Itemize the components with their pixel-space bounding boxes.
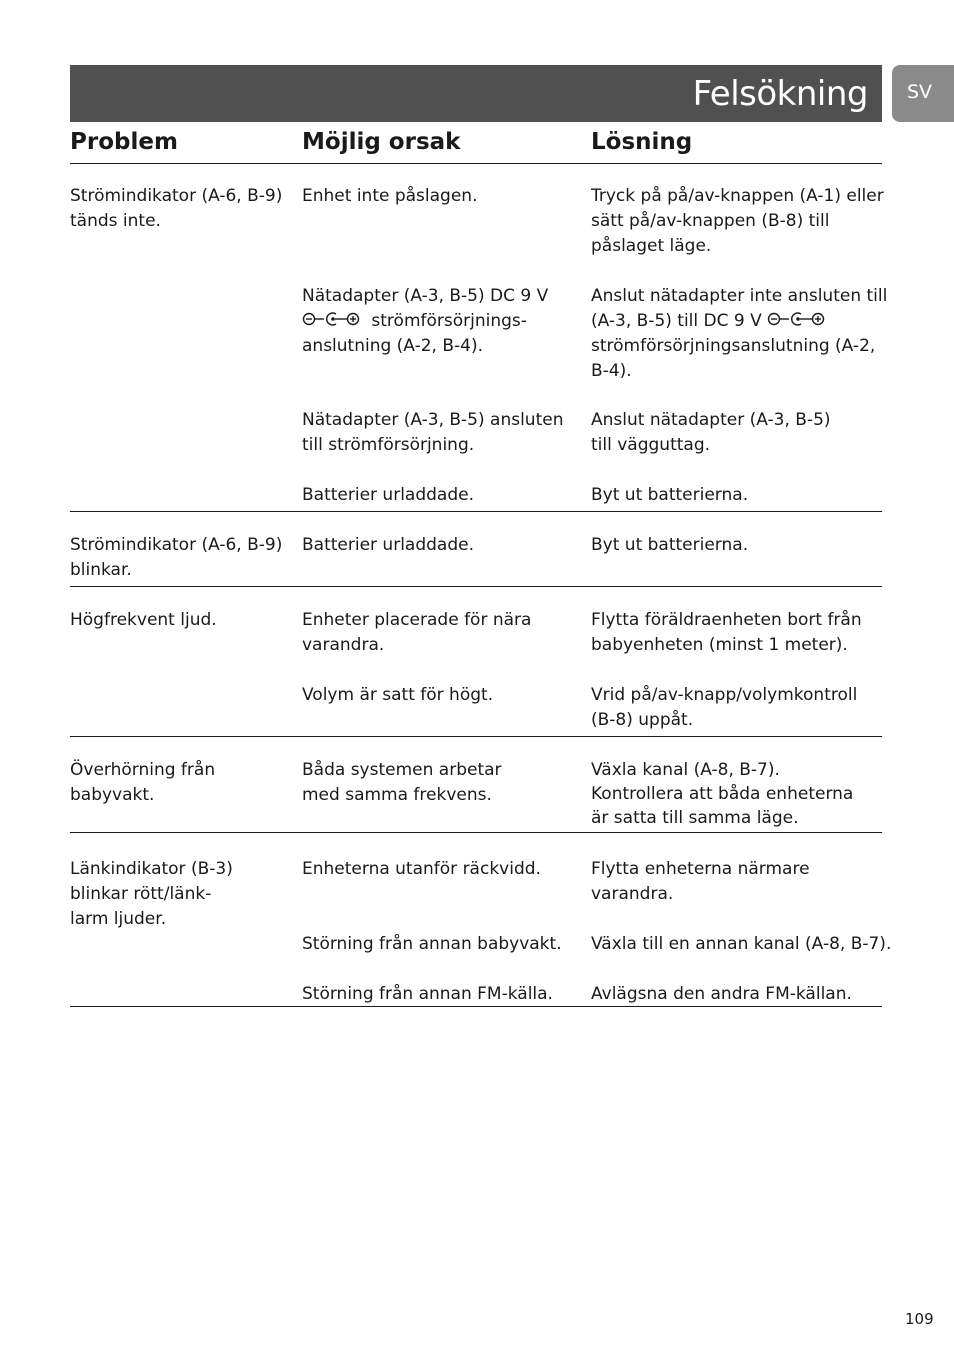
cause-cell [302, 184, 477, 209]
text-line: påslaget läge. [591, 236, 712, 256]
text-line: Batterier urladdade. [302, 485, 474, 505]
text-line: Flytta enheterna närmare [591, 859, 810, 879]
problem-cell [70, 758, 215, 808]
text-line: strömförsörjningsanslutning (A-2, [591, 336, 876, 356]
text-line: tänds inte. [70, 211, 161, 231]
problem-cell [70, 608, 217, 633]
cause-cell [302, 932, 562, 957]
row-divider [70, 1006, 882, 1007]
solution-cell [591, 533, 748, 558]
text-line: Länkindikator (B-3) [70, 859, 233, 879]
text-line: med samma frekvens. [302, 785, 492, 805]
column-header-problem: Problem [70, 129, 178, 155]
cause-cell [302, 533, 474, 558]
text-line: Volym är satt för högt. [302, 685, 494, 705]
table-header [70, 127, 882, 164]
text-line: varandra. [591, 884, 674, 904]
cause-cell [302, 483, 474, 508]
text-line: Störning från annan babyvakt. [302, 934, 562, 954]
text-line: Anslut nätadapter inte ansluten till [591, 286, 888, 306]
text-line: varandra. [302, 635, 385, 655]
text-line: larm ljuder. [70, 909, 167, 929]
solution-cell [591, 683, 857, 733]
text-line: babyenheten (minst 1 meter). [591, 635, 848, 655]
title-bar [70, 65, 882, 122]
cause-cell [302, 608, 531, 658]
text-line: Enheter placerade för nära [302, 610, 532, 630]
dc-polarity-symbol-icon [302, 311, 366, 327]
row-divider [70, 511, 882, 512]
text-line: Byt ut batterierna. [591, 535, 749, 555]
cause-cell [302, 982, 553, 1007]
text-line: Störning från annan FM-källa. [302, 984, 553, 1004]
row-divider [70, 586, 882, 587]
column-header-cause: Möjlig orsak [302, 129, 461, 155]
row-divider [70, 832, 882, 833]
cause-cell [302, 857, 541, 882]
text-line: Batterier urladdade. [302, 535, 474, 555]
solution-cell [591, 408, 831, 458]
page-number: 109 [905, 1310, 934, 1328]
page-title: Felsökning [692, 74, 868, 114]
text-line: sätt på/av-knappen (B-8) till [591, 211, 830, 231]
cause-cell [302, 758, 502, 808]
problem-cell [70, 533, 282, 583]
row-divider [70, 736, 882, 737]
text-line: Överhörning från [70, 760, 216, 780]
text-line: Tryck på på/av-knappen (A-1) eller [591, 186, 884, 206]
problem-cell [70, 857, 233, 932]
text-line: (B-8) uppåt. [591, 710, 694, 730]
text-line: till vägguttag. [591, 435, 711, 455]
text-line: Båda systemen arbetar [302, 760, 502, 780]
text-line: Enheterna utanför räckvidd. [302, 859, 541, 879]
text-line: Byt ut batterierna. [591, 485, 749, 505]
text-line: Högfrekvent ljud. [70, 610, 217, 630]
text-line: Flytta föräldraenheten bort från [591, 610, 862, 630]
text-line: blinkar. [70, 560, 132, 580]
text-span: (A-3, B-5) till DC 9 V [591, 311, 762, 331]
text-line: anslutning (A-2, B-4). [302, 336, 483, 356]
solution-cell [591, 857, 810, 907]
text-line: Nätadapter (A-3, B-5) DC 9 V [302, 286, 549, 306]
text-line: Enhet inte påslagen. [302, 186, 478, 206]
text-line: babyvakt. [70, 785, 155, 805]
text-line: Strömindikator (A-6, B-9) [70, 535, 283, 555]
cause-cell [302, 284, 548, 359]
text-line: blinkar rött/länk- [70, 884, 212, 904]
text-line: till strömförsörjning. [302, 435, 475, 455]
text-line: Kontrollera att båda enheterna [591, 784, 854, 804]
text-line: Nätadapter (A-3, B-5) ansluten [302, 410, 564, 430]
solution-cell [591, 982, 852, 1007]
text-line: Växla kanal (A-8, B-7). [591, 760, 780, 780]
language-tab: SV [892, 65, 954, 122]
cause-cell [302, 683, 493, 708]
solution-cell [591, 284, 887, 384]
text-line: Växla till en annan kanal (A-8, B-7). [591, 934, 892, 954]
text-line: Anslut nätadapter (A-3, B-5) [591, 410, 831, 430]
solution-cell [591, 932, 891, 957]
text-span: strömförsörjnings- [371, 311, 527, 331]
text-line [591, 309, 887, 334]
cause-cell [302, 408, 563, 458]
text-line: Strömindikator (A-6, B-9) [70, 186, 283, 206]
solution-cell [591, 483, 748, 508]
text-line [302, 309, 548, 334]
solution-cell [591, 758, 853, 830]
problem-cell [70, 184, 282, 234]
text-line: Vrid på/av-knapp/volymkontroll [591, 685, 858, 705]
solution-cell [591, 608, 862, 658]
text-line: B-4). [591, 361, 632, 381]
text-line: Avlägsna den andra FM-källan. [591, 984, 852, 1004]
column-header-solution: Lösning [591, 129, 693, 155]
dc-polarity-symbol-icon [767, 311, 831, 327]
solution-cell [591, 184, 884, 259]
text-line: är satta till samma läge. [591, 808, 799, 828]
